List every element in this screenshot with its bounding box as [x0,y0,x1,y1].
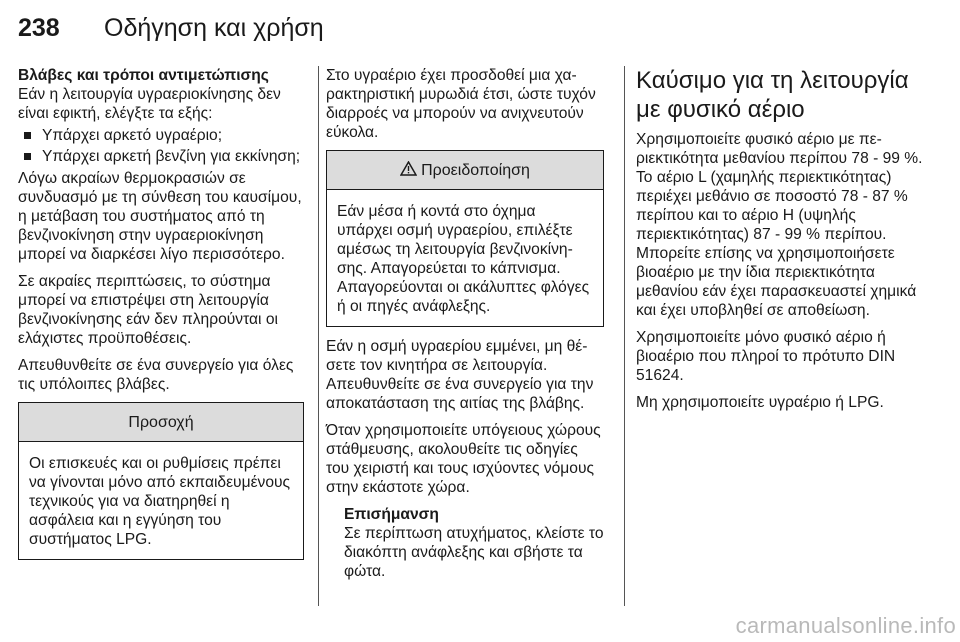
paragraph: Λόγω ακραίων θερμοκρασιών σε συνδυασμό με τη σύνθεση του καυσίμου, η μετάβαση του συστήματος από τη βενζινοκίνηση στην υγραεριοκίνηση μπορεί να διαρκέσει λίγο περισσότερο. [18,170,302,263]
page-number: 238 [18,14,60,42]
caution-title: Προσοχή [19,403,303,442]
list-item: Υπάρχει αρκετή βενζίνη για εκκίνηση; [18,147,304,166]
page-header [18,14,324,46]
column-1 [18,66,304,570]
column-divider [318,66,319,606]
warning-triangle-icon [400,161,417,180]
warning-header [327,151,603,190]
list-item: Υπάρχει αρκετό υγραέριο; [18,126,304,145]
troubleshooting-subhead: Βλάβες και τρόποι αντιμετώπισης [18,67,269,84]
paragraph: Σε ακραίες περιπτώσεις, το σύστημα μπορεί να επιστρέψει στη λειτουργία βενζινοκίνησης εάν δεν πληρούνται οι ελάχιστες προϋποθέσεις. [18,273,278,347]
caution-text: Οι επισκευές και οι ρυθμίσεις πρέπει να γίνονται μόνο από εκπαιδευμένους τεχνικούς για να διατηρηθεί η ασφάλεια και η εγγύηση του συστήματος LPG. [29,455,291,548]
paragraph: Απευθυνθείτε σε ένα συνεργείο για όλες τις υπόλοιπες βλάβες. [18,357,294,393]
caution-box [18,402,304,560]
intro-paragraph: Εάν η λειτουργία υγραεριοκίνησης δεν είναι εφικτή, ελέγξτε τα εξής: [18,86,281,122]
paragraph: Χρησιμοποιείτε φυσικό αέριο με περιεκτικότητα μεθανίου περίπου 78 - 99 %. Το αέριο L (χαμηλής περιεκτικότητας) περιέχει μεθάνιο σε ποσοστό 78 - 87 % περίπου και το αέριο H (υψηλής περιεκτικότητας) 87 - 99 % περίπου. Μπορείτε επίσης να χρησιμοποιήσετε βιοαέριο με την ίδια περιεκτικότητα μεθανίου εάν έχει παρασκευαστεί χημικά και έχει υποβληθεί σε αποθείωση. [636,131,923,319]
note-block [326,505,604,581]
paragraph: Χρησιμοποιείτε μόνο φυσικό αέριο ή βιοαέριο που πληροί το πρότυπο DIN 51624. [636,329,896,384]
chapter-title: Οδήγηση και χρήση [104,14,324,42]
paragraph: Στο υγραέριο έχει προσδοθεί μια χαρακτηριστική μυρωδιά έτσι, ώστε τυχόν διαρροές να μπορούν να ανιχνευτούν εύκολα. [326,67,596,141]
warning-title: Προειδοποίηση [421,161,530,179]
note-text: Σε περίπτωση ατυχήματος, κλείστε το διακόπτη ανάφλεξης και σβήστε τα φώτα. [344,525,604,580]
column-divider [624,66,625,606]
watermark: carmanualsonline.info [735,613,956,638]
checklist [18,126,304,166]
column-3 [636,66,926,420]
warning-box [326,150,604,327]
paragraph: Μη χρησιμοποιείτε υγραέριο ή LPG. [636,394,884,411]
paragraph: Όταν χρησιμοποιείτε υπόγειους χώρους στάθμευσης, ακολουθείτε τις οδηγίες του χειριστή και τους ισχύοντες νόμους στην εκάστοτε χώρα. [326,422,601,496]
column-2 [326,66,604,581]
section-heading: Καύσιμο για τη λειτουργία με φυσικό αέριο [636,67,909,123]
warning-text: Εάν μέσα ή κοντά στο όχημα υπάρχει οσμή υγραερίου, επιλέξτε αμέσως τη λειτουργία βενζινοκίνησης. Απαγορεύεται το κάπνισμα. Απαγορεύονται οι ακάλυπτες φλόγες ή οι πηγές ανάφλεξης. [337,203,590,315]
note-title: Επισήμανση [344,506,439,523]
paragraph: Εάν η οσμή υγραερίου εμμένει, μη θέσετε τον κινητήρα σε λειτουργία. Απευθυνθείτε σε ένα συνεργείο για την αποκατάσταση της αιτίας της βλάβης. [326,338,594,412]
